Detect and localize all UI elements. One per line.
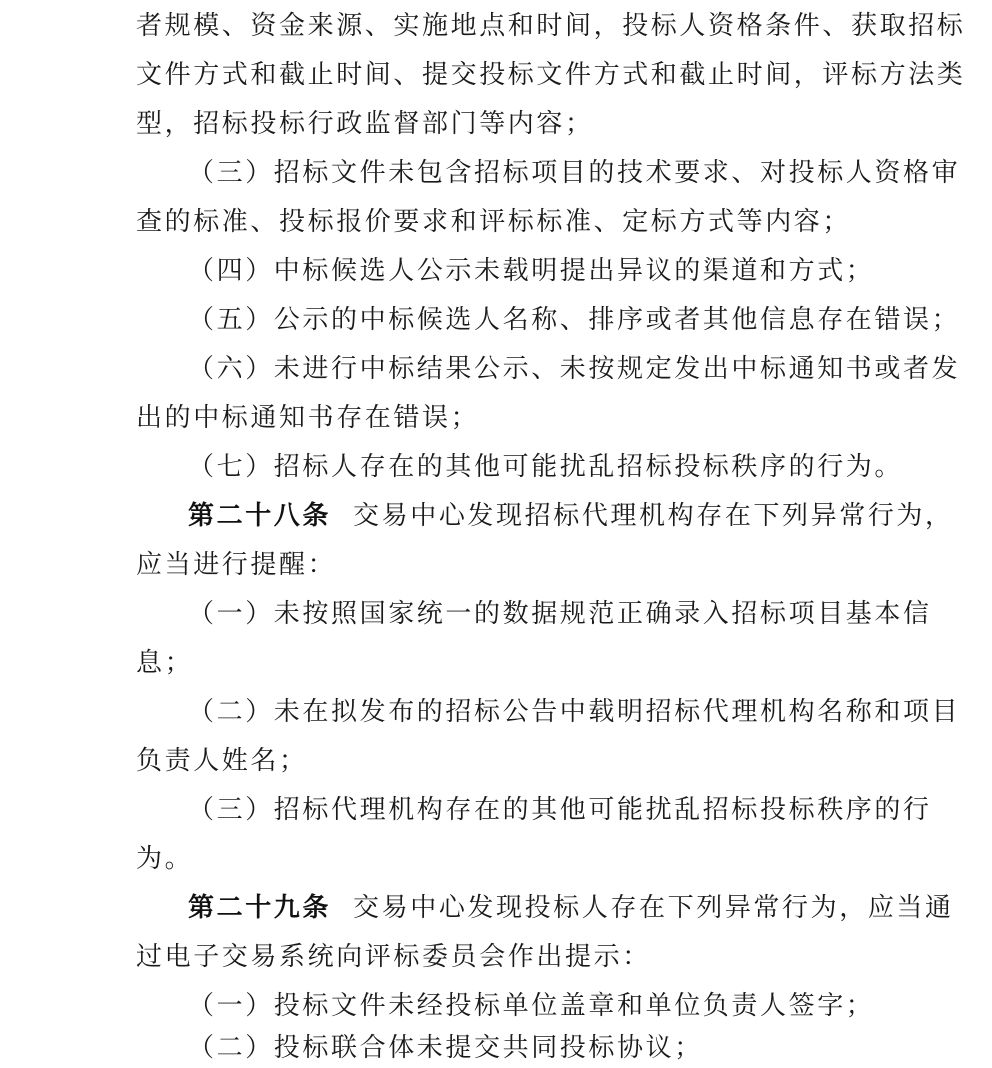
list-item-7: （七）招标人存在的其他可能扰乱招标投标秩序的行为。 [188, 452, 904, 482]
article-28-heading [188, 496, 954, 536]
text-line: 息； [136, 648, 194, 678]
article-29-item-2: （二）投标联合体未提交共同投标协议； [188, 1033, 703, 1063]
text-line: 出的中标通知书存在错误； [136, 403, 480, 433]
article-29-heading [188, 888, 954, 928]
list-item-3: （三）招标文件未包含招标项目的技术要求、对投标人资格审 [188, 158, 961, 188]
article-28-item-3: （三）招标代理机构存在的其他可能扰乱招标投标秩序的行 [188, 795, 932, 825]
article-28-item-1: （一）未按照国家统一的数据规范正确录入招标项目基本信 [188, 599, 932, 629]
article-29-continuation: 过电子交易系统向评标委员会作出提示： [136, 942, 651, 972]
list-item-4: （四）中标候选人公示未载明提出异议的渠道和方式； [188, 256, 875, 286]
article-29-text: 交易中心发现投标人存在下列异常行为，应当通 [353, 893, 954, 923]
article-29-number: 第二十九条 [188, 893, 332, 923]
article-28-continuation: 应当进行提醒： [136, 550, 337, 580]
text-line: 型，招标投标行政监督部门等内容； [136, 109, 594, 139]
article-28-number: 第二十八条 [188, 501, 332, 531]
text-line: 为。 [136, 844, 194, 874]
article-29-item-1: （一）投标文件未经投标单位盖章和单位负责人签字； [188, 991, 875, 1021]
list-item-5: （五）公示的中标候选人名称、排序或者其他信息存在错误； [188, 305, 961, 335]
list-item-6: （六）未进行中标结果公示、未按规定发出中标通知书或者发 [188, 354, 961, 384]
text-line: 文件方式和截止时间、提交投标文件方式和截止时间，评标方法类 [136, 60, 966, 90]
text-line: 者规模、资金来源、实施地点和时间，投标人资格条件、获取招标 [136, 11, 966, 41]
article-28-text: 交易中心发现招标代理机构存在下列异常行为， [353, 501, 954, 531]
text-line: 负责人姓名； [136, 746, 308, 776]
text-line: 查的标准、投标报价要求和评标标准、定标方式等内容； [136, 207, 852, 237]
article-28-item-2: （二）未在拟发布的招标公告中载明招标代理机构名称和项目 [188, 697, 961, 727]
